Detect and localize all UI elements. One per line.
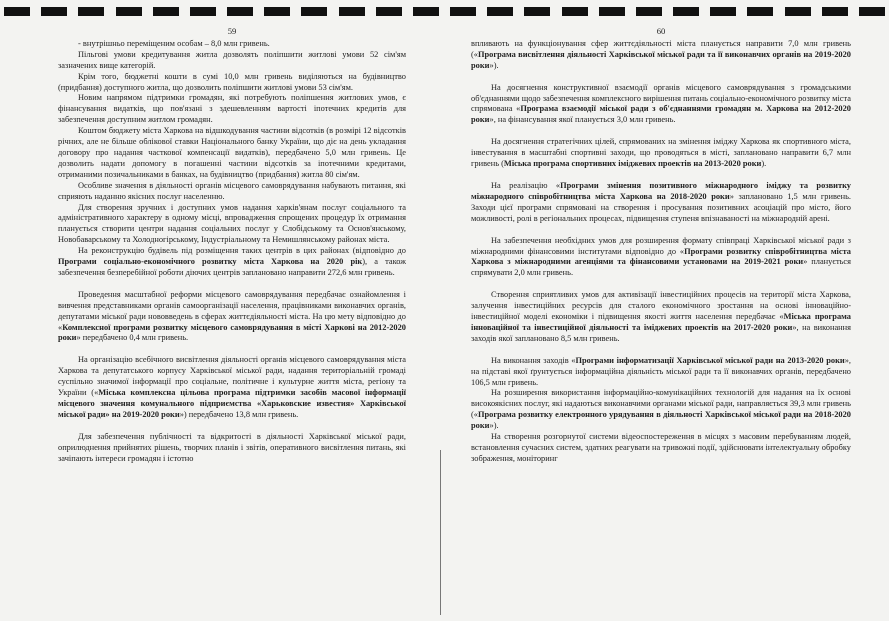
program-title: Міська програма спортивних іміджевих проектів на 2013-2020 роки: [503, 159, 762, 169]
paragraph-text: На розширення використання інформаційно-комунікаційних технологій для надання на їх основі високоякісних послуг, які надаються виконавчими органами міської ради, направляється 39,3 млн гривень («: [471, 388, 851, 420]
paragraph: [471, 356, 851, 389]
paragraph-text: ), а також забезпечення безперебійної роботи діючих центрів заплановано направити 272,6 млн гривень.: [58, 257, 406, 277]
scan-border-dash: [376, 7, 402, 16]
paragraph-text: », на виконання заходів якої заплановано 8,5 млн гривень.: [471, 322, 851, 343]
paragraph-text: » планується спрямувати 2,0 млн гривень.: [471, 257, 851, 278]
paragraph: [471, 388, 851, 432]
paragraph: Для створення зручних і доступних умов надання харків'янам послуг соціального та адміністративного характеру в одному місці, впровадження спрощених процедур їх отримання планується створити центри надання соціальних послуг у Слобідському та Основ'янському, Новобаварському та Холодногірському, Індустріальному та Немишлянському районах міста.: [58, 202, 406, 245]
scan-border-dash: [116, 7, 142, 16]
paragraph-text: ») передбачено 13,8 млн гривень.: [179, 409, 299, 419]
paragraph-text: », на підставі якої ґрунтується інформаційна діяльність міської ради та її виконавчих органів, передбачено 106,5 млн гривень.: [471, 355, 851, 387]
paragraph: Новим напрямом підтримки громадян, які потребують поліпшення житлових умов, є фінансування видатків, що пов'язані з здешевленням вартості іпотечних кредитів для забезпечення доступним житлом громадян.: [58, 93, 406, 125]
scan-border-dash: [562, 7, 588, 16]
paragraph: [471, 137, 851, 170]
program-title: Міська програма інноваційної та інвестиційної діяльності та іміджевих проектів на 2017-2020 роки: [471, 312, 851, 332]
program-title: Програми соціально-економічного розвитку міста Харкова на 2020 рік: [58, 257, 363, 267]
right-page: [471, 26, 851, 621]
paragraph: Для забезпечення публічності та відкритості в діяльності Харківської міської ради, оприлюднення прийнятих рішень, творчих планів і звітів, оперативного висвітлення питань, які зачіпають інтереси громадян і істотно: [58, 431, 406, 463]
paragraph-text: На досягнення стратегічних цілей, спрямованих на змінення іміджу Харкова як спортивного міста, інвестування в масштабні спортивні заходи, що проводяться в місті, заплановано направити 6,7 млн гривень (: [471, 137, 851, 169]
scan-border-dash: [710, 7, 736, 16]
page-number: 59: [227, 26, 237, 36]
scan-border-dash: [859, 7, 885, 16]
paragraph: Крім того, бюджетні кошти в сумі 10,0 млн гривень виділяються на будівництво (придбання) доступного житла, що дозволить поліпшити житлові умови 53 сім'ям.: [58, 71, 406, 92]
paragraph: [471, 83, 851, 127]
left-page: [58, 26, 406, 621]
paragraph-text: Проведення масштабної реформи місцевого самоврядування передбачає ознайомлення і вивчення представниками органів самоорганізації населення, працівниками виконавчих органів, депутатами міської ради нововведень в сферах життєдіяльності міста. На цю мету відповідно до «: [58, 289, 406, 332]
page-number: 60: [656, 26, 666, 36]
paragraph: [471, 236, 851, 280]
program-title: Міська комплексна цільова програма підтримки засобів масової інформації місцевого значення комунального підприємства «Харьковские известия» Харківської міської ради» на 2019-2020 роки: [58, 388, 406, 419]
scan-border-dash: [636, 7, 662, 16]
paragraph-text: »).: [489, 60, 499, 70]
scan-border-dash: [4, 7, 30, 16]
paragraph: Пільгові умови кредитування житла дозволять поліпшити житлові умови 52 сім'ям зазначених вище категорій.: [58, 49, 406, 70]
paragraph-text: » заплановано 1,5 млн гривень. Заходи цієї програми спрямовані на створення і просування позитивних асоціацій про місто, його можливості, ролі в регіональних процесах, підвищення ступеня впізнаваності на міжнародній арені.: [471, 191, 851, 223]
paragraph: [471, 290, 851, 345]
program-title: Програми змінення позитивного міжнародного іміджу та розвитку міжнародного співробітництва міста Харкова на 2018-2020 роки: [471, 180, 851, 201]
program-title: Програма взаємодії міської ради з об'єднаннями громадян м. Харкова на 2012-2020 роки: [471, 104, 851, 125]
scan-border-dash: [413, 7, 439, 16]
paragraph-text: » передбачено 0,4 млн гривень.: [76, 333, 189, 343]
scan-border-dash: [524, 7, 550, 16]
paragraph: [58, 290, 406, 345]
scan-border-dash: [450, 7, 476, 16]
paragraph: - внутрішньо переміщеним особам – 8,0 млн гривень.: [78, 38, 270, 48]
paragraph: На створення розгорнутої системи відеоспостереження в місцях з масовим перебуванням людей, встановлення сучасних систем, здатних реагувати на тривожні події, здійснювати інтелектуальну обробку зображення, моніторинг: [471, 432, 851, 463]
paragraph: [58, 355, 406, 420]
scan-border-dash: [673, 7, 699, 16]
right-page-body: [471, 39, 851, 465]
scan-border-dash: [78, 7, 104, 16]
scan-border-dash: [747, 7, 773, 16]
paragraph-text: ).: [761, 159, 767, 169]
scan-border-dash: [227, 7, 253, 16]
scan-border-dash: [190, 7, 216, 16]
paragraph-text: На організацію всебічного висвітлення діяльності органів місцевого самоврядування міста Харкова та депутатського корпусу Харківської міської ради, надання територіальній громаді суспільно значимої інформації про соціальне, політичне і культурне життя міста, регіону та України («: [58, 355, 406, 398]
program-title: Комплексної програми розвитку місцевого самоврядування в місті Харкові на 2012-2020 роки: [58, 322, 406, 343]
scan-border-dash: [264, 7, 290, 16]
paragraph: Коштом бюджету міста Харкова на відшкодування частини відсотків (в розмірі 12 відсотків річних, але не більше облікової ставки Національного банку України, що діє на день укладання договору про надання часткової компенсації видатків), передбачено 5,0 млн гривень. Це дозволить надати допомогу в погашенні частини відсотків за іпотечними кредитами, отриманими позичальниками в банках, на будівництво (придбання) житла 80 сім'ям.: [58, 126, 406, 179]
paragraph-text: На виконання заходів «: [491, 355, 576, 365]
scan-border-dash: [339, 7, 365, 16]
paragraph-text: »).: [489, 421, 499, 431]
program-title: Програми розвитку співробітництва міста Харкова з міжнародними агенціями та фінансовими установами на 2019-2021 роки: [471, 246, 851, 267]
scan-border-dash: [822, 7, 848, 16]
paragraph-text: На досягнення конструктивної взаємодії органів місцевого самоврядування з громадськими об'єднаннями щодо забезпечення комплексного вирішення питань соціально-економічного розвитку міста спрямована «: [471, 82, 851, 114]
paragraph-text: На реконструкцію будівель під розміщення таких центрів в цих районах (відповідно до: [78, 246, 406, 256]
paragraph-text: На реалізацію «: [491, 180, 561, 190]
paragraph-text: », на фінансування якої планується 3,0 млн гривень.: [489, 115, 676, 125]
scan-border-dash: [153, 7, 179, 16]
paragraph: [471, 181, 851, 225]
scan-border-dash: [785, 7, 811, 16]
paragraph: [58, 246, 406, 279]
paragraph-text: На забезпечення необхідних умов для розширення формату співпраці Харківської міської ради з міжнародними фінансовими інститутами відповідно до «: [471, 235, 851, 256]
program-title: Програма висвітлення діяльності Харківської міської ради та її виконавчих органів на 2019-2020 роки: [471, 49, 851, 70]
scan-border-dash: [599, 7, 625, 16]
scan-border-dash: [41, 7, 67, 16]
left-page-body: [58, 39, 406, 465]
scan-border-dash: [301, 7, 327, 16]
paragraph: [471, 39, 851, 72]
program-title: Програми інформатизації Харківської міської ради на 2013-2020 роки: [575, 355, 845, 365]
paragraph-text: впливають на функціонування сфер життєдіяльності міста планується направити 7,0 млн гривень («: [471, 38, 851, 59]
page-gutter: [440, 450, 441, 615]
paragraph: Особливе значення в діяльності органів місцевого самоврядування набувають питання, які сприяють наданню якісних послуг населенню.: [58, 180, 406, 201]
scan-top-border: [0, 0, 889, 22]
scan-border-dash: [487, 7, 513, 16]
paragraph-text: Створення сприятливих умов для активізації інвестиційних процесів на території міста Харкова, залучення інвестиційних ресурсів для сталого економічного зростання на основі інноваційно-інвестиційної моделі економіки і підвищення якості життя населення передбачає «: [471, 290, 851, 322]
program-title: Програма розвитку електронного урядування в діяльності Харківської міської ради на 2018-2020 роки: [471, 410, 851, 431]
